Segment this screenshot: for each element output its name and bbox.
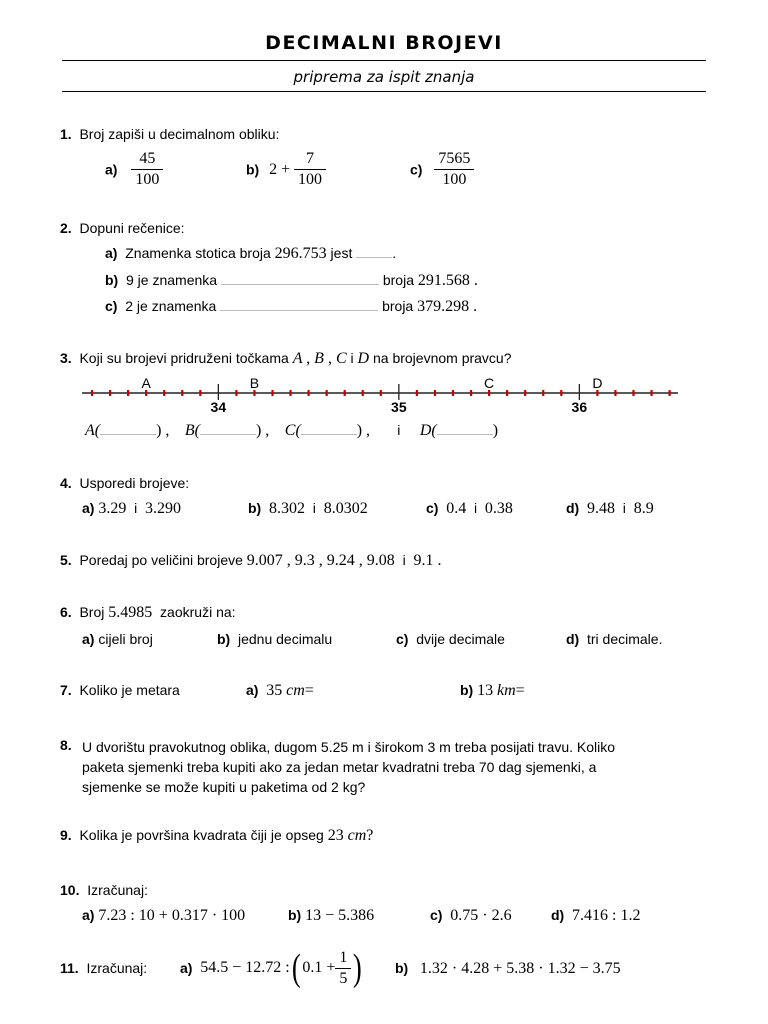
q2-c-blank[interactable] [220,310,378,311]
q6-number: 6. [60,604,72,620]
q1-c-fraction [434,150,474,189]
q9-end: ? [366,827,374,844]
q3-answer-a-close: ) [156,422,162,439]
q7 [60,682,180,698]
q8-line-2: paketa sjemenki treba kupiti ako za jedan metar kvadratni treba 70 dag sjemenki, a [82,759,597,775]
q3-sep-3: , [366,422,370,439]
q9-number: 9. [60,827,72,843]
q3-answer-c-close: ) [356,422,363,439]
q2-c-value: 379.298 . [417,298,478,315]
q4-a-conj: i [134,500,138,516]
q10-a-label: a) [82,907,95,923]
q3-sep-2: , [265,422,270,439]
q11-a-denominator: 5 [335,968,351,988]
q10-b-expr: 13 − 5.386 [305,907,375,924]
q2-b-value: 291.568 . [417,272,478,289]
q8-line-1: U dvorištu pravokutnog oblika, dugom 5.25 m i širokom 3 m treba posijati travu. Koliko [82,739,616,755]
q8 [60,737,72,753]
q7-b-value: 13 [477,682,494,699]
q8-number: 8. [60,737,72,753]
q4-item-b [248,500,368,518]
q11-b-expr: 1.32 · 4.28 + 5.38 · 1.32 − 3.75 [419,960,621,977]
q6-item-d [566,631,662,647]
q11-text: Izračunaj: [86,960,148,976]
q6-c-text: dvije decimale [416,631,505,647]
q1-a-label: a) [105,161,118,178]
q1-b-prefix: 2 + [269,160,291,178]
q6-d-text: tri decimale. [587,631,663,647]
q7-b [460,682,525,700]
q7-number: 7. [60,682,72,698]
q6 [60,604,236,622]
q5-text: Poredaj po veličini brojeve [79,552,243,568]
q2-c-mid: broja [382,298,414,314]
q6-item-a [82,631,153,647]
q4-b-conj: i [312,500,316,516]
q6-b-text: jednu decimalu [238,631,333,647]
q2-c-label: c) [105,298,118,314]
tick-label: 34 [210,399,227,415]
q10-item-a [82,907,245,925]
q4-item-d [566,500,654,518]
q10-b-label: b) [288,907,302,923]
q4-text: Usporedi brojeve: [79,475,190,491]
q6-c-label: c) [396,631,409,647]
q3-answer-c-blank[interactable] [301,434,357,435]
q2-c [105,298,477,316]
q2-b-label: b) [105,272,119,288]
q3-answer-d: D( [419,422,437,439]
q1-c-numerator: 7565 [438,150,471,167]
q7-text: Koliko je metara [79,682,180,698]
q10-text: Izračunaj: [87,882,148,898]
page-subtitle: priprema za ispit znanja [293,68,475,86]
tick-label: 36 [571,399,588,415]
q9-value: 23 [327,827,344,844]
q2-a-label: a) [105,245,118,261]
q4-a-label: a) [82,500,95,516]
q4-d-right: 8.9 [633,500,654,517]
q3-points: A , B , C [292,350,347,367]
q2-number: 2. [60,220,72,236]
q4-b-right: 8.0302 [323,500,368,517]
q3-text2: na brojevnom pravcu? [372,350,512,366]
q2-c-text: 2 je znamenka [125,298,217,314]
q4-d-left: 9.48 [587,500,615,517]
q7-a-value: 35 [266,682,283,699]
q4-c-left: 0.4 [446,500,467,517]
q10-item-d [551,907,640,925]
q11-a-label: a) [180,960,193,976]
point-label-b: B [249,375,260,391]
q3-point-d: D [357,350,370,367]
q1-c [410,150,474,189]
q3-answers [85,422,498,440]
q4-item-c [426,500,513,518]
number-line [0,370,768,420]
q11-b [395,960,621,978]
q1-number: 1. [60,126,72,142]
q11 [60,960,147,976]
q1-b-numerator: 7 [306,150,315,167]
q8-line-3: sjemenke se može kupiti u paketima od 2 kg? [82,779,366,795]
q4-c-conj: i [474,500,478,516]
q6-b-label: b) [217,631,231,647]
q7-a [246,682,314,700]
q2-b [105,272,478,290]
q7-b-eq: = [515,682,525,699]
q6-d-label: d) [566,631,580,647]
q7-a-unit: cm [286,682,305,699]
point-label-a: A [141,375,151,391]
q11-a-fraction [335,949,351,988]
q1-c-label: c) [410,161,423,178]
q1-b [246,150,326,189]
q2-b-blank[interactable] [221,284,379,285]
q3-number: 3. [60,350,72,366]
q4-d-label: d) [566,500,580,516]
q5-conj: i [402,552,406,568]
q11-a-expr: 54.5 − 12.72 : [200,959,290,976]
q2-a [105,245,396,263]
q2-a-after: jest [330,245,353,261]
q3-answer-a: A( [85,422,101,439]
title-rule [62,60,706,61]
q6-text: Broj [79,604,105,620]
q3-and: i [350,350,354,366]
q5-last: 9.1 . [413,552,442,569]
q3-text1: Koji su brojevi pridruženi točkama [79,350,289,366]
q6-item-b [217,631,332,647]
q4-b-left: 8.302 [269,500,305,517]
q11-a-numerator: 1 [339,948,348,966]
q1-b-denominator: 100 [294,169,326,189]
q2-a-value: 296.753 [274,245,327,262]
number-line-labels [141,375,602,415]
q5-number: 5. [60,552,72,568]
q3-answer-and: i [397,422,401,438]
q4 [60,475,189,491]
q9-unit: cm [347,827,367,844]
q1-a-numerator: 45 [139,150,156,167]
q2-a-text: Znamenka stotica broja [125,245,271,261]
q11-b-label: b) [395,960,409,976]
q6-a-text: cijeli broj [98,631,153,647]
q1-b-label: b) [246,161,260,178]
q10-d-label: d) [551,907,565,923]
q1-text: Broj zapiši u decimalnom obliku: [79,126,280,142]
q4-b-label: b) [248,500,262,516]
q4-a-right: 3.290 [145,500,182,517]
q9-text: Kolika je površina kvadrata čiji je opseg [79,827,324,843]
number-line-ticks [92,384,670,400]
q3-answer-a-blank[interactable] [100,434,156,435]
q9 [60,827,373,845]
q10-a-expr: 7.23 : 10 + 0.317 · 100 [98,907,246,924]
q3-answer-c: C( [284,422,301,439]
point-label-c: C [484,375,495,391]
q10-item-c [430,907,512,925]
q6-a-label: a) [82,631,95,647]
q1-a-fraction [131,150,163,189]
q3-answer-b-blank[interactable] [200,434,256,435]
q5-values: 9.007 , 9.3 , 9.24 , 9.08 [246,552,395,569]
q10-number: 10. [60,882,80,898]
q2-b-text: 9 je znamenka [126,272,218,288]
q5 [60,552,441,570]
q2-a-blank[interactable] [356,257,392,258]
q2-text: Dopuni rečenice: [79,220,185,236]
q2-a-end: . [392,245,397,261]
q7-b-unit: km [497,682,516,699]
q7-a-label: a) [246,682,259,698]
q7-a-eq: = [304,682,314,699]
q1-a-denominator: 100 [131,169,163,189]
q7-b-label: b) [460,682,474,698]
q6-text2: zaokruži na: [160,604,236,620]
q10-d-expr: 7.416 : 1.2 [572,907,641,924]
tick-label: 35 [391,399,407,415]
q3-answer-b: B( [184,422,200,439]
q10-item-b [288,907,374,925]
q2-b-mid: broja [382,272,414,288]
q2 [60,220,185,236]
q11-a-close-paren: ) [353,947,363,989]
q4-c-right: 0.38 [484,500,513,517]
q6-value: 5.4985 [108,604,153,621]
q4-number: 4. [60,475,72,491]
q10 [60,882,148,898]
q3-sep-1: , [165,422,170,439]
point-label-d: D [592,375,603,391]
q1 [60,126,279,142]
q8-text [82,737,615,797]
q3-answer-b-close: ) [256,422,262,439]
q4-a-left: 3.29 [98,500,127,517]
page-title: DECIMALNI BROJEVI [265,32,503,54]
q3-answer-d-close: ) [492,422,499,439]
q4-item-a [82,500,181,518]
q1-b-fraction [294,150,326,189]
q10-c-expr: 0.75 · 2.6 [450,907,512,924]
q1-c-denominator: 100 [434,169,474,189]
q10-c-label: c) [430,907,443,923]
q1-a [105,150,163,189]
q11-number: 11. [60,960,79,976]
q4-c-label: c) [426,500,439,516]
q11-a [180,942,364,994]
q11-a-open-paren: ( [291,947,301,989]
q3-answer-d-blank[interactable] [437,434,493,435]
q6-item-c [396,631,505,647]
q4-d-conj: i [622,500,626,516]
subtitle-rule [62,91,706,92]
q11-a-inner: 0.1 + [302,959,336,976]
q3 [60,350,512,368]
